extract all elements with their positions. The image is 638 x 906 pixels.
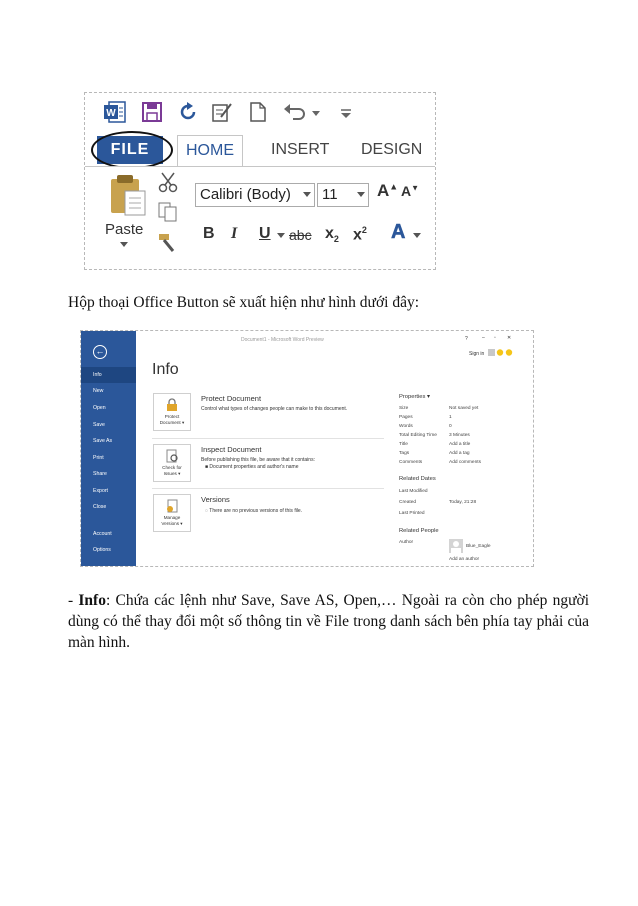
versions-btn-line2: Versions ▾ (161, 520, 183, 526)
chevron-down-icon (357, 192, 365, 197)
shrink-font-label: A (401, 183, 412, 199)
quick-access-toolbar (85, 93, 436, 133)
back-arrow-icon[interactable]: ← (93, 345, 107, 359)
copy-icon[interactable] (157, 201, 179, 223)
text-effects-button[interactable]: A (391, 221, 406, 243)
tab-file[interactable]: FILE (97, 136, 163, 164)
menu-item-share[interactable]: Share (93, 471, 107, 477)
issues-btn-line2: Issues ▾ (163, 470, 181, 476)
subscript-mark: 2 (333, 234, 339, 245)
caption-text: Hộp thoại Office Button sẽ xuất hiện như hình dưới đây: (68, 294, 420, 311)
grow-font-label: A (377, 181, 390, 200)
underline-dropdown-icon[interactable] (277, 231, 285, 239)
versions-btn-line1: Manage (163, 515, 181, 520)
check-for-issues-button[interactable] (153, 444, 191, 482)
prop-label: Size (399, 406, 409, 411)
prop-value[interactable]: Add a title (449, 442, 471, 447)
restore-icon[interactable]: ▫ (494, 335, 496, 341)
prop-label: Words (399, 424, 413, 429)
protect-document-button[interactable] (153, 393, 191, 431)
prop-value[interactable]: Add a tag (449, 451, 470, 456)
prop-value: 0 (449, 424, 452, 429)
menu-item-print[interactable]: Print (93, 455, 104, 461)
menu-item-info[interactable]: Info (81, 367, 136, 383)
protect-desc: Control what types of changes people can make to this document. (201, 406, 348, 412)
backstage-sidebar (81, 331, 136, 567)
divider (152, 438, 384, 439)
inspect-title: Inspect Document (201, 445, 262, 454)
prop-label: Last Modified (399, 489, 428, 494)
save-icon[interactable] (141, 101, 163, 123)
shrink-font-button[interactable]: A▼ (401, 183, 420, 199)
inspect-sub-item: ■ Document properties and author's name (205, 464, 299, 470)
paste-label[interactable]: Paste (105, 221, 144, 238)
edit-document-icon[interactable] (211, 101, 233, 123)
paste-dropdown-icon[interactable] (119, 241, 129, 249)
cut-icon[interactable] (157, 171, 179, 193)
tab-home[interactable]: HOME (177, 135, 243, 167)
sign-in-link[interactable]: Sign in (469, 351, 485, 357)
italic-button[interactable]: I (231, 225, 238, 242)
font-name-value: Calibri (Body) (200, 186, 291, 203)
menu-item-save-as[interactable]: Save As (93, 438, 113, 444)
menu-item-close[interactable]: Close (93, 504, 107, 510)
tab-insert[interactable]: INSERT (271, 141, 330, 158)
prop-label: Last Printed (399, 511, 425, 516)
backstage-screenshot (80, 330, 534, 567)
inspect-sub-text: Document properties and author's name (209, 464, 299, 470)
author-label: Author (399, 540, 414, 545)
prop-label: Title (399, 442, 408, 447)
font-size-select[interactable] (317, 183, 369, 207)
inspect-icon (165, 449, 179, 463)
customize-toolbar-icon[interactable] (339, 101, 353, 123)
prop-value: Today, 21:28 (449, 500, 477, 505)
paragraph-term: Info (78, 592, 106, 609)
prop-label: Comments (399, 460, 423, 465)
ribbon-home-panel (85, 166, 436, 270)
prop-label: Created (399, 500, 417, 505)
related-people-title: Related People (399, 528, 439, 534)
protect-btn-line1: Protect (164, 414, 180, 419)
undo-dropdown-icon[interactable] (311, 101, 321, 123)
info-description-paragraph (68, 590, 589, 653)
add-author-link[interactable]: Add an author (449, 557, 480, 562)
versions-icon (165, 499, 179, 513)
inspect-desc: Before publishing this file, be aware that it contains: (201, 457, 315, 463)
paragraph-prefix: - (68, 592, 79, 609)
font-name-select[interactable] (195, 183, 315, 207)
text-effects-dropdown-icon[interactable] (413, 231, 421, 239)
font-size-value: 11 (322, 186, 338, 203)
superscript-mark: 2 (361, 225, 367, 235)
prop-label: Pages (399, 415, 413, 420)
undo-icon[interactable] (283, 101, 309, 123)
versions-desc: There are no previous versions of this file. (209, 508, 303, 514)
feedback-smiley-icons[interactable] (488, 349, 514, 357)
menu-item-account[interactable]: Account (93, 531, 112, 537)
window-title: Document1 - Microsoft Word Preview (241, 337, 324, 343)
paste-icon[interactable] (103, 173, 149, 217)
menu-item-export[interactable]: Export (93, 488, 108, 494)
subscript-label: x (325, 225, 334, 242)
svg-text:W: W (106, 108, 116, 119)
manage-versions-button[interactable] (153, 494, 191, 532)
new-document-icon[interactable] (247, 101, 269, 123)
avatar (449, 539, 463, 553)
page-title: Info (152, 361, 179, 378)
versions-title: Versions (201, 495, 230, 504)
divider (152, 488, 384, 489)
prop-label: Total Editing Time (399, 433, 437, 438)
protect-btn-line2: Document ▾ (159, 419, 185, 425)
tab-design[interactable]: DESIGN (361, 141, 423, 158)
author-name: Blue_Eagle (466, 544, 491, 549)
repeat-icon[interactable] (177, 101, 199, 123)
format-painter-icon[interactable] (157, 231, 179, 253)
issues-btn-line1: Check for (162, 465, 182, 470)
prop-value: 1 (449, 415, 452, 420)
menu-item-open[interactable]: Open (93, 405, 106, 411)
ribbon-screenshot (84, 92, 436, 270)
file-highlight-ellipse (91, 131, 173, 169)
prop-value: 3 Minutes (449, 433, 470, 438)
menu-item-options[interactable]: Options (93, 547, 111, 553)
menu-item-save[interactable]: Save (93, 422, 105, 428)
backstage-info-panel (136, 331, 534, 567)
word-logo-icon (103, 101, 127, 123)
close-icon[interactable]: ✕ (507, 335, 512, 341)
ribbon-tabs (85, 133, 436, 167)
help-icon[interactable]: ? (465, 336, 468, 342)
strikethrough-button[interactable]: abc (289, 227, 312, 243)
versions-desc-row: ◌ There are no previous versions of this file. (205, 508, 303, 514)
chevron-down-icon (303, 192, 311, 197)
grow-font-button[interactable]: A▲ (377, 181, 399, 200)
prop-value: Not saved yet (449, 406, 479, 411)
superscript-label: x (353, 226, 362, 244)
minimize-icon[interactable]: – (482, 335, 485, 341)
prop-value[interactable]: Add comments (449, 460, 481, 465)
underline-button[interactable]: U (259, 225, 271, 242)
properties-title[interactable]: Properties ▾ (399, 394, 430, 400)
subscript-button[interactable] (325, 225, 339, 244)
protect-title: Protect Document (201, 394, 262, 403)
lock-icon (165, 398, 179, 412)
prop-label: Tags (399, 451, 410, 456)
menu-item-new[interactable]: New (93, 388, 104, 394)
bold-button[interactable]: B (203, 225, 215, 242)
superscript-button[interactable] (353, 225, 367, 244)
paragraph-text: : Chứa các lệnh như Save, Save AS, Open,… Ngoài ra còn cho phép người dùng có thể thay đổi một số thông tin về File trong danh sách bên phía tay phải của màn hình. (68, 592, 590, 651)
related-dates-title: Related Dates (399, 476, 436, 482)
